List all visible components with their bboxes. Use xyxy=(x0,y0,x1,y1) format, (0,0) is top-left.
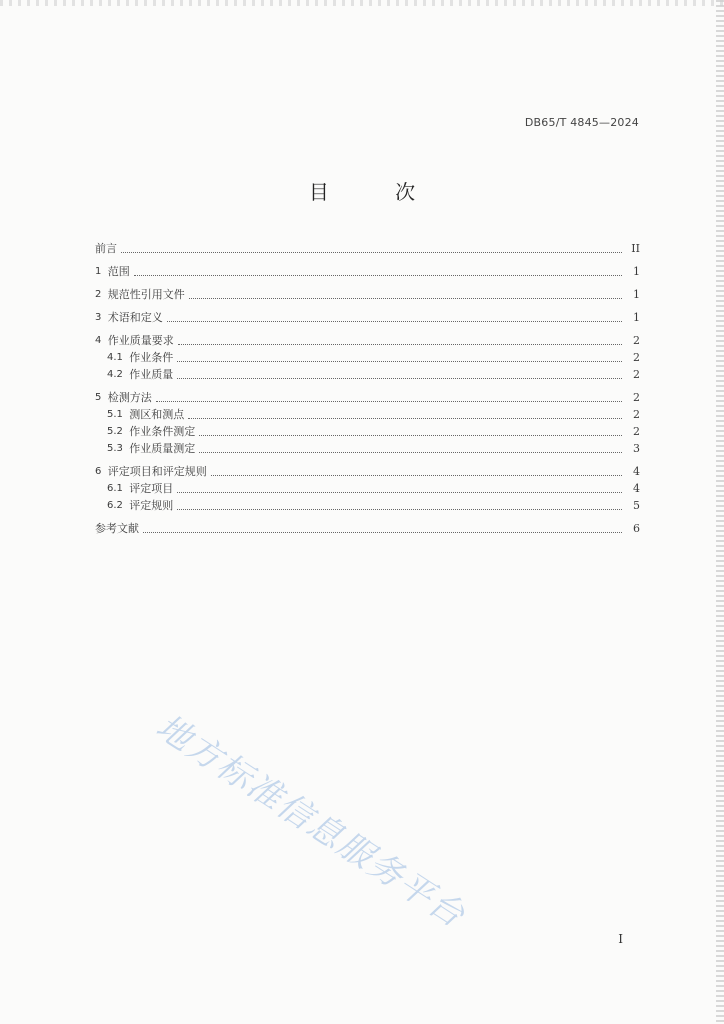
toc-label: 作业条件测定 xyxy=(129,425,196,438)
page-title: 目 次 xyxy=(308,180,446,204)
toc-label: 检测方法 xyxy=(107,391,152,404)
toc-entry-bibliography[interactable] xyxy=(95,520,640,537)
toc-label: 前言 xyxy=(95,242,117,255)
toc-page: 5 xyxy=(633,499,640,512)
toc-entry-normative-references[interactable]: 2 规范性引用文件 1 xyxy=(95,288,640,301)
scan-edge-right xyxy=(716,0,724,1024)
toc-page: 1 xyxy=(633,288,640,301)
toc-leader xyxy=(156,400,622,402)
toc-entry-terms[interactable]: 3 术语和定义 1 xyxy=(95,311,640,324)
toc-leader xyxy=(211,474,622,476)
toc-leader xyxy=(188,417,622,419)
toc-label: 评定项目和评定规则 xyxy=(107,465,207,478)
toc-leader xyxy=(167,320,622,322)
toc-leader xyxy=(189,297,622,299)
toc-label: 评定规则 xyxy=(129,499,174,512)
scan-edge-top xyxy=(0,0,724,6)
toc-page: 2 xyxy=(633,425,640,438)
toc-label: 范围 xyxy=(107,265,130,278)
toc-page: 2 xyxy=(633,351,640,364)
toc-page: 6 xyxy=(633,522,640,535)
toc-leader xyxy=(177,360,622,362)
toc-leader xyxy=(177,377,622,379)
toc-leader xyxy=(121,251,622,253)
toc-label: 作业质量要求 xyxy=(107,334,174,347)
toc-label: 作业条件 xyxy=(129,351,174,364)
toc-page: 3 xyxy=(633,442,640,455)
toc-leader xyxy=(134,274,622,276)
toc-page: 1 xyxy=(633,265,640,278)
toc-entry-quality-requirements[interactable]: 4 作业质量要求 2 xyxy=(95,334,640,347)
toc-entry-4-2[interactable]: 4.2 作业质量 2 xyxy=(107,368,640,381)
toc-entry-5-2[interactable]: 5.2 作业条件测定 2 xyxy=(107,425,640,438)
toc-page: II xyxy=(631,242,640,255)
toc-page: 4 xyxy=(633,465,640,478)
toc-leader xyxy=(177,491,622,493)
toc-label: 评定项目 xyxy=(129,482,174,495)
document-code: DB65/T 4845—2024 xyxy=(524,116,639,129)
toc-leader xyxy=(178,343,622,345)
toc-entry-6-2[interactable]: 6.2 评定规则 5 xyxy=(107,499,640,512)
watermark-text: 地方标准信息服务平台 xyxy=(148,706,473,937)
toc-label: 测区和测点 xyxy=(129,408,185,421)
toc-leader xyxy=(177,508,622,510)
table-of-contents xyxy=(95,240,640,537)
toc-label: 规范性引用文件 xyxy=(107,288,185,301)
toc-page: 4 xyxy=(633,482,640,495)
toc-entry-5-1[interactable]: 5.1 测区和测点 2 xyxy=(107,408,640,421)
page-number: I xyxy=(618,932,623,946)
toc-page: 2 xyxy=(633,368,640,381)
toc-page: 2 xyxy=(633,391,640,404)
toc-page: 2 xyxy=(633,408,640,421)
toc-leader xyxy=(143,531,622,533)
toc-leader xyxy=(199,451,622,453)
toc-label: 术语和定义 xyxy=(107,311,163,324)
toc-entry-scope[interactable]: 1 范围 1 xyxy=(95,265,640,278)
toc-label: 作业质量 xyxy=(129,368,174,381)
toc-entry-foreword[interactable] xyxy=(95,240,640,257)
toc-page: 2 xyxy=(633,334,640,347)
toc-entry-evaluation[interactable]: 6 评定项目和评定规则 4 xyxy=(95,465,640,478)
toc-entry-4-1[interactable]: 4.1 作业条件 2 xyxy=(107,351,640,364)
toc-label: 参考文献 xyxy=(95,522,139,535)
toc-entry-6-1[interactable]: 6.1 评定项目 4 xyxy=(107,482,640,495)
toc-leader xyxy=(199,434,622,436)
toc-page: 1 xyxy=(633,311,640,324)
toc-label: 作业质量测定 xyxy=(129,442,196,455)
toc-entry-5-3[interactable]: 5.3 作业质量测定 3 xyxy=(107,442,640,455)
toc-entry-test-methods[interactable]: 5 检测方法 2 xyxy=(95,391,640,404)
